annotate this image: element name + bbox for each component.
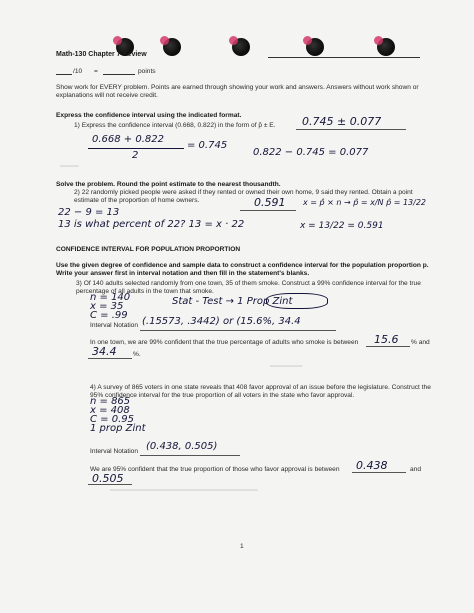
q3-interval-label: Interval Notation — [90, 322, 139, 329]
q1-work-margin: 0.822 − 0.745 = 0.077 — [253, 147, 369, 158]
binder-hole — [306, 38, 324, 56]
score-equals: = — [94, 68, 98, 75]
q3-given-c: C = .99 — [90, 310, 128, 321]
q2-answer-line — [240, 210, 296, 211]
score-suffix: /10 — [73, 68, 83, 75]
name-line — [268, 57, 420, 58]
score-blank — [56, 74, 72, 75]
q1-work-denominator: 2 — [132, 150, 139, 161]
q2-text: 2) 22 randomly picked people were asked if they rented or owned their own home, 9 said they rented. Obtain a point estimate of the proportion of home owners. — [74, 189, 413, 204]
q4-statement-pre: We are 95% confident that the true proportion of those who favor approval is between — [90, 466, 340, 473]
q4-blank-2-line — [88, 484, 132, 485]
q3-method-circle — [266, 293, 328, 309]
q1-work-numerator: 0.668 + 0.822 — [92, 134, 164, 145]
q4-blank-2: 0.505 — [92, 472, 124, 485]
q4-interval-answer: (0.438, 0.505) — [146, 441, 218, 452]
q3-blank-2: 34.4 — [92, 345, 117, 358]
bleed-through-text: ▔▔▔▔ — [60, 167, 79, 173]
bleed-through-text: ▔▔▔▔▔▔▔▔▔▔▔▔▔▔▔▔▔▔▔▔▔▔▔▔▔▔▔▔▔▔▔▔ — [110, 491, 258, 497]
points-blank — [103, 74, 135, 75]
section3-subheading: Use the given degree of confidence and sample data to construct a confidence interval for the population proportion p. Write your answer first in interval notation and then fill in the statement's blanks. — [56, 262, 429, 277]
q3-blank-1: 15.6 — [374, 333, 399, 346]
q4-blank-1: 0.438 — [356, 459, 388, 472]
q4-text: 4) A survey of 865 voters in one state reveals that 408 favor approval of an issue before the legislature. Construct the 95% confidence interval for the true proportion of all voters in the state who favor approval. — [90, 384, 431, 399]
q4-interval-line — [140, 455, 240, 456]
section1-heading: Express the confidence interval using the indicated format. — [56, 112, 242, 119]
q1-work-result: = 0.745 — [187, 140, 228, 151]
points-label: points — [138, 68, 156, 75]
q3-text: 3) Of 140 adults selected randomly from one town, 35 of them smoke. Construct a 99% confidence interval for the true percentage of all adults in the town that smoke. — [76, 280, 421, 295]
q4-given-n: n = 865 — [90, 396, 131, 407]
bleed-through-text: ▔▔▔▔▔▔▔ — [270, 367, 303, 373]
binder-hole — [163, 38, 181, 56]
q4-blank-1-line — [352, 472, 406, 473]
page-title: Math-130 Chapter 7 Review — [56, 51, 147, 58]
q1-text: 1) Express the confidence interval (0.668, 0.822) in the form of p̂ ± E. — [74, 122, 276, 129]
q4-given-x: x = 408 — [90, 405, 130, 416]
q3-statement-post: %. — [133, 351, 141, 358]
page-number: 1 — [240, 543, 244, 550]
q3-interval-answer: (.15573, .3442) or (15.6%, 34.4 — [142, 316, 301, 327]
binder-hole — [377, 38, 395, 56]
q1-answer-line — [296, 129, 406, 130]
q3-statement-pre: In one town, we are 99% confident that the true percentage of adults who smoke is between — [90, 339, 359, 346]
q4-interval-label: Interval Notation — [90, 448, 139, 455]
q2-work-3: x = 13/22 = 0.591 — [300, 221, 384, 231]
instructions: Show work for EVERY problem. Points are earned through showing your work and answers. Answers without work shown or explanations will not receive credit. — [56, 84, 419, 99]
q3-blank-2-line — [88, 358, 132, 359]
q3-given-n: n = 140 — [90, 292, 131, 303]
q2-work-1: 22 − 9 = 13 — [58, 207, 120, 218]
q2-formula: x = p̂ × n → p̂ = x/N p̂ = 13/22 — [303, 198, 426, 207]
q3-given-x: x = 35 — [90, 301, 124, 312]
q2-answer: 0.591 — [254, 196, 286, 209]
q1-answer: 0.745 ± 0.077 — [302, 115, 382, 128]
q3-statement-mid: % and — [411, 339, 430, 346]
q3-interval-line — [140, 330, 336, 331]
section3-heading: CONFIDENCE INTERVAL FOR POPULATION PROPORTION — [56, 246, 241, 253]
q4-statement-mid: and — [410, 466, 422, 473]
q4-method: 1 prop Zint — [90, 423, 146, 434]
binder-hole — [232, 38, 250, 56]
q4-given-c: C = 0.95 — [90, 414, 134, 425]
q2-work-2: 13 is what percent of 22? 13 = x · 22 — [58, 219, 245, 230]
section2-heading: Solve the problem. Round the point estimate to the nearest thousandth. — [56, 181, 281, 188]
q3-method: Stat - Test → 1 Prop Zint — [172, 296, 293, 307]
q1-fraction-bar — [88, 148, 184, 149]
q3-blank-1-line — [366, 346, 410, 347]
